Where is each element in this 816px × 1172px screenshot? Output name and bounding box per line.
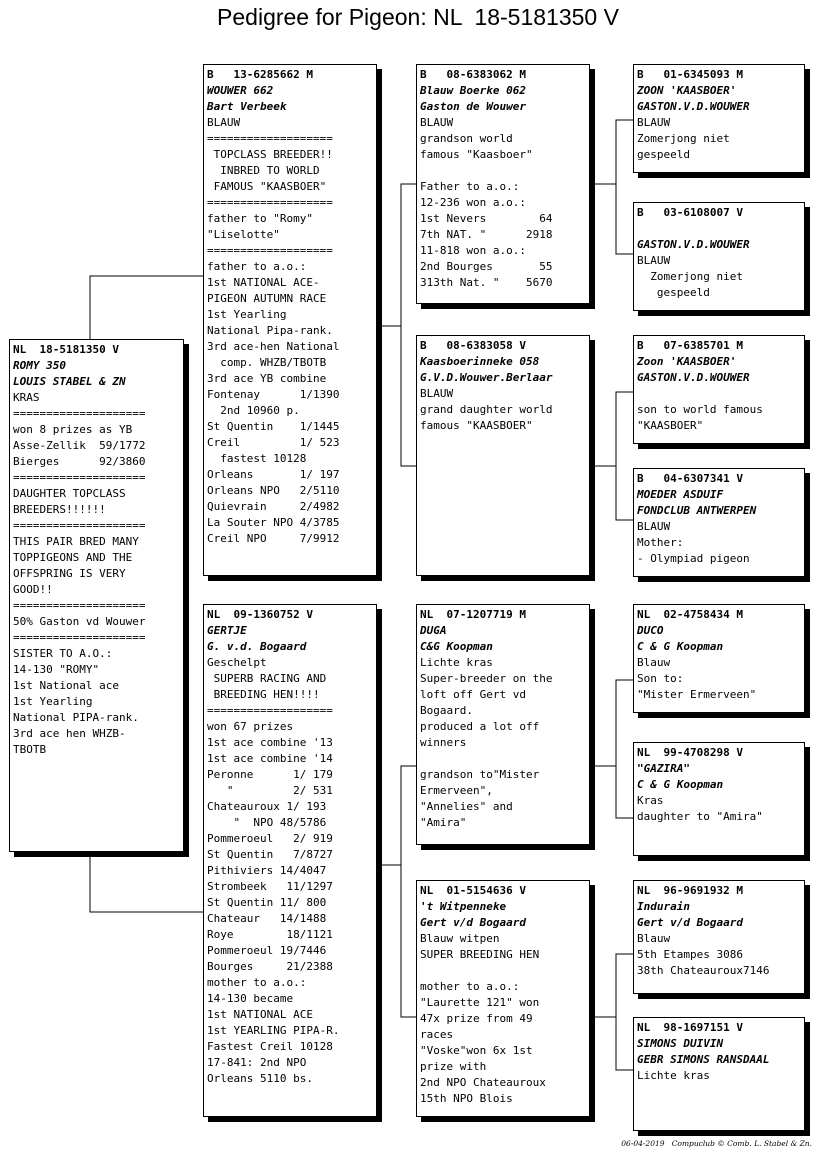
info-line: won 67 prizes xyxy=(207,720,294,733)
info-line: SUPER BREEDING HEN xyxy=(420,948,540,961)
ff-father-card xyxy=(633,64,805,173)
breeder-name: Gert v/d Bogaard xyxy=(420,916,526,929)
info-line: ==================== xyxy=(13,599,146,612)
breeder-name: C&G Koopman xyxy=(420,640,493,653)
info-line: 15th NPO Blois xyxy=(420,1092,513,1105)
paternal-grandfather-card xyxy=(416,64,590,304)
info-line: TBOTB xyxy=(13,743,47,756)
pigeon-name: Blauw Boerke 062 xyxy=(420,84,526,97)
mm-father-card xyxy=(633,880,805,994)
info-line: ==================== xyxy=(13,631,146,644)
info-line: mother to a.o.: xyxy=(420,980,520,993)
info-line: PIGEON AUTUMN RACE xyxy=(207,292,327,305)
ring-number: NL 01-5154636 V xyxy=(420,884,526,897)
breeder-name: Gaston de Wouwer xyxy=(420,100,526,113)
info-line: prize with xyxy=(420,1060,487,1073)
info-line: Blauw xyxy=(637,656,671,669)
pigeon-name: ZOON 'KAASBOER' xyxy=(637,84,737,97)
info-line: Mother: xyxy=(637,536,684,549)
breeder-name: Gert v/d Bogaard xyxy=(637,916,743,929)
info-line: TOPCLASS BREEDER!! xyxy=(207,148,333,161)
ff-mother-card xyxy=(633,202,805,311)
info-line: National PIPA-rank. xyxy=(13,711,139,724)
info-line: "Mister Ermerveen" xyxy=(637,688,757,701)
info-line xyxy=(420,163,585,179)
ring-number: NL 18-5181350 V xyxy=(13,343,119,356)
info-line: BLAUW xyxy=(420,116,454,129)
info-line: BLAUW xyxy=(637,520,671,533)
info-line: =================== xyxy=(207,132,333,145)
info-line: National Pipa-rank. xyxy=(207,324,333,337)
info-line: Kras xyxy=(637,794,664,807)
info-line: "KAASBOER" xyxy=(637,419,704,432)
ring-number: NL 02-4758434 M xyxy=(637,608,743,621)
mf-father-card xyxy=(633,604,805,713)
subject-pigeon-card xyxy=(9,339,184,852)
breeder-name: GEBR SIMONS RANSDAAL xyxy=(637,1053,770,1066)
father-card xyxy=(203,64,377,576)
info-line: Lichte kras xyxy=(420,656,493,669)
info-line: Strombeek 11/1297 xyxy=(207,880,333,893)
info-line: Asse-Zellik 59/1772 xyxy=(13,439,146,452)
info-line: SUPERB RACING AND xyxy=(207,672,327,685)
pigeon-name: "GAZIRA" xyxy=(637,762,690,775)
pigeon-name: WOUWER 662 xyxy=(207,84,274,97)
info-line: La Souter NPO 4/3785 xyxy=(207,516,340,529)
info-line: comp. WHZB/TBOTB xyxy=(207,356,327,369)
info-line: Chateaur 14/1488 xyxy=(207,912,327,925)
info-line: 3rd ace-hen National xyxy=(207,340,340,353)
pigeon-name: 't Witpenneke xyxy=(420,900,507,913)
info-line: 1st NATIONAL ACE xyxy=(207,1008,313,1021)
ring-number: NL 09-1360752 V xyxy=(207,608,313,621)
ring-number: NL 96-9691932 M xyxy=(637,884,743,897)
info-line: 38th Chateauroux7146 xyxy=(637,964,770,977)
info-line: grand daughter world xyxy=(420,403,553,416)
info-line: "Amira" xyxy=(420,816,467,829)
info-line: 5th Etampes 3086 xyxy=(637,948,743,961)
breeder-name: GASTON.V.D.WOUWER xyxy=(637,100,750,113)
breeder-name: FONDCLUB ANTWERPEN xyxy=(637,504,757,517)
info-line: Pithiviers 14/4047 xyxy=(207,864,327,877)
ring-number: B 03-6108007 V xyxy=(637,206,743,219)
footer-date: 06-04-2019 xyxy=(621,1139,665,1148)
info-line: famous "KAASBOER" xyxy=(420,419,533,432)
info-line: winners xyxy=(420,736,467,749)
breeder-name: GASTON.V.D.WOUWER xyxy=(637,238,750,251)
info-line: 1st Yearling xyxy=(13,695,93,708)
info-line: father to "Romy" xyxy=(207,212,313,225)
info-line: 1st Yearling xyxy=(207,308,287,321)
info-line: 47x prize from 49 xyxy=(420,1012,533,1025)
info-line: Peronne 1/ 179 xyxy=(207,768,333,781)
maternal-grandmother-card xyxy=(416,880,590,1117)
info-line: fastest 10128 xyxy=(207,452,307,465)
info-line: races xyxy=(420,1028,454,1041)
pigeon-name: MOEDER ASDUIF xyxy=(637,488,724,501)
info-line xyxy=(637,386,800,402)
breeder-name: C & G Koopman xyxy=(637,778,724,791)
pigeon-name: Zoon 'KAASBOER' xyxy=(637,355,737,368)
info-line: BLAUW xyxy=(207,116,241,129)
info-line: Zomerjong niet xyxy=(637,132,730,145)
breeder-name: LOUIS STABEL & ZN xyxy=(13,375,126,388)
info-line: DAUGHTER TOPCLASS xyxy=(13,487,126,500)
info-line: "Laurette 121" won xyxy=(420,996,540,1009)
info-line: Fontenay 1/1390 xyxy=(207,388,340,401)
ring-number: B 13-6285662 M xyxy=(207,68,313,81)
info-line: Son to: xyxy=(637,672,684,685)
info-line: 7th NAT. " 2918 xyxy=(420,228,553,241)
info-line: 1st NATIONAL ACE- xyxy=(207,276,320,289)
info-line: 11-818 won a.o.: xyxy=(420,244,526,257)
footer-credit: Compuclub © Comb. L. Stabel & Zn. xyxy=(671,1139,812,1148)
info-line: 1st Nevers 64 xyxy=(420,212,553,225)
fm-mother-card xyxy=(633,468,805,577)
info-line: "Voske"won 6x 1st xyxy=(420,1044,533,1057)
ring-number: NL 07-1207719 M xyxy=(420,608,526,621)
info-line: grandson to"Mister xyxy=(420,768,540,781)
info-line: famous "Kaasboer" xyxy=(420,148,533,161)
info-line: 12-236 won a.o.: xyxy=(420,196,526,209)
info-line: Roye 18/1121 xyxy=(207,928,333,941)
info-line xyxy=(420,963,585,979)
info-line: 313th Nat. " 5670 xyxy=(420,276,553,289)
info-line: BLAUW xyxy=(637,116,671,129)
info-line: =================== xyxy=(207,244,333,257)
breeder-name: C & G Koopman xyxy=(637,640,724,653)
info-line: TOPPIGEONS AND THE xyxy=(13,551,133,564)
info-line: Pommeroeul 2/ 919 xyxy=(207,832,333,845)
info-line: BLAUW xyxy=(420,387,454,400)
pigeon-name: Kaasboerinneke 058 xyxy=(420,355,540,368)
info-line: daughter to "Amira" xyxy=(637,810,763,823)
info-line: " 2/ 531 xyxy=(207,784,333,797)
info-line: Pommeroeul 19/7446 xyxy=(207,944,327,957)
info-line: Super-breeder on the xyxy=(420,672,553,685)
info-line: BREEDING HEN!!!! xyxy=(207,688,320,701)
info-line xyxy=(420,751,585,767)
info-line: Orleans 1/ 197 xyxy=(207,468,340,481)
info-line: father to a.o.: xyxy=(207,260,307,273)
info-line: Creil 1/ 523 xyxy=(207,436,340,449)
info-line: Bogaard. xyxy=(420,704,473,717)
info-line: 14-130 became xyxy=(207,992,294,1005)
ring-number: B 01-6345093 M xyxy=(637,68,743,81)
info-line: GOOD!! xyxy=(13,583,53,596)
page-title: Pedigree for Pigeon: NL 18-5181350 V xyxy=(217,4,619,30)
info-line: Fastest Creil 10128 xyxy=(207,1040,333,1053)
info-line: 1st National ace xyxy=(13,679,119,692)
info-line: BREEDERS!!!!!! xyxy=(13,503,106,516)
info-line: Ermerveen", xyxy=(420,784,493,797)
pigeon-name: SIMONS DUIVIN xyxy=(637,1037,724,1050)
info-line: Bierges 92/3860 xyxy=(13,455,146,468)
info-line: ==================== xyxy=(13,519,146,532)
info-line: "Liselotte" xyxy=(207,228,280,241)
info-line: THIS PAIR BRED MANY xyxy=(13,535,139,548)
mf-mother-card xyxy=(633,742,805,856)
mother-card xyxy=(203,604,377,1117)
pigeon-name: GERTJE xyxy=(207,624,247,637)
info-line: 14-130 "ROMY" xyxy=(13,663,100,676)
pigeon-name: DUCO xyxy=(637,624,664,637)
info-line: 17-841: 2nd NPO xyxy=(207,1056,307,1069)
ring-number: NL 99-4708298 V xyxy=(637,746,743,759)
info-line: gespeeld xyxy=(637,148,690,161)
info-line: Father to a.o.: xyxy=(420,180,520,193)
info-line: Quievrain 2/4982 xyxy=(207,500,340,513)
breeder-name: G. v.d. Bogaard xyxy=(207,640,307,653)
info-line: =================== xyxy=(207,196,333,209)
info-line: St Quentin 7/8727 xyxy=(207,848,333,861)
breeder-name: GASTON.V.D.WOUWER xyxy=(637,371,750,384)
info-line: 1st YEARLING PIPA-R. xyxy=(207,1024,340,1037)
info-line: St Quentin 1/1445 xyxy=(207,420,340,433)
info-line: 1st ace combine '14 xyxy=(207,752,333,765)
pigeon-name: DUGA xyxy=(420,624,447,637)
paternal-grandmother-card xyxy=(416,335,590,576)
info-line: ==================== xyxy=(13,471,146,484)
info-line: 2nd Bourges 55 xyxy=(420,260,553,273)
info-line: 1st ace combine '13 xyxy=(207,736,333,749)
info-line: Bourges 21/2388 xyxy=(207,960,333,973)
info-line: Creil NPO 7/9912 xyxy=(207,532,340,545)
mm-mother-card xyxy=(633,1017,805,1131)
info-line: Orleans 5110 bs. xyxy=(207,1072,313,1085)
info-line: son to world famous xyxy=(637,403,763,416)
ring-number: B 04-6307341 V xyxy=(637,472,743,485)
fm-father-card xyxy=(633,335,805,444)
info-line: INBRED TO WORLD xyxy=(207,164,320,177)
info-line: St Quentin 11/ 800 xyxy=(207,896,327,909)
ring-number: B 08-6383058 V xyxy=(420,339,526,352)
info-line: OFFSPRING IS VERY xyxy=(13,567,126,580)
pigeon-name: ROMY 350 xyxy=(13,359,66,372)
info-line: Lichte kras xyxy=(637,1069,710,1082)
info-line: Zomerjong niet xyxy=(637,270,743,283)
info-line: =================== xyxy=(207,704,333,717)
info-line: "Annelies" and xyxy=(420,800,513,813)
info-line: KRAS xyxy=(13,391,40,404)
breeder-name: G.V.D.Wouwer.Berlaar xyxy=(420,371,553,384)
info-line: produced a lot off xyxy=(420,720,540,733)
info-line: SISTER TO A.O.: xyxy=(13,647,113,660)
pigeon-name: Indurain xyxy=(637,900,690,913)
pigeon-name xyxy=(637,221,800,237)
info-line: Blauw xyxy=(637,932,671,945)
info-line: mother to a.o.: xyxy=(207,976,307,989)
info-line: BLAUW xyxy=(637,254,671,267)
info-line: loft off Gert vd xyxy=(420,688,526,701)
maternal-grandfather-card xyxy=(416,604,590,845)
info-line: FAMOUS "KAASBOER" xyxy=(207,180,327,193)
info-line: ==================== xyxy=(13,407,146,420)
info-line: 2nd NPO Chateauroux xyxy=(420,1076,546,1089)
info-line: won 8 prizes as YB xyxy=(13,423,133,436)
breeder-name: Bart Verbeek xyxy=(207,100,287,113)
info-line: 50% Gaston vd Wouwer xyxy=(13,615,146,628)
info-line: " NPO 48/5786 xyxy=(207,816,327,829)
info-line: 3rd ace hen WHZB- xyxy=(13,727,126,740)
info-line: Geschelpt xyxy=(207,656,267,669)
info-line: Blauw witpen xyxy=(420,932,500,945)
ring-number: B 08-6383062 M xyxy=(420,68,526,81)
info-line: 2nd 10960 p. xyxy=(207,404,300,417)
info-line: - Olympiad pigeon xyxy=(637,552,750,565)
info-line: 3rd ace YB combine xyxy=(207,372,327,385)
info-line: gespeeld xyxy=(637,286,710,299)
info-line: Orleans NPO 2/5110 xyxy=(207,484,340,497)
info-line: grandson world xyxy=(420,132,513,145)
footer xyxy=(621,1139,812,1148)
ring-number: NL 98-1697151 V xyxy=(637,1021,743,1034)
info-line: Chateauroux 1/ 193 xyxy=(207,800,327,813)
ring-number: B 07-6385701 M xyxy=(637,339,743,352)
